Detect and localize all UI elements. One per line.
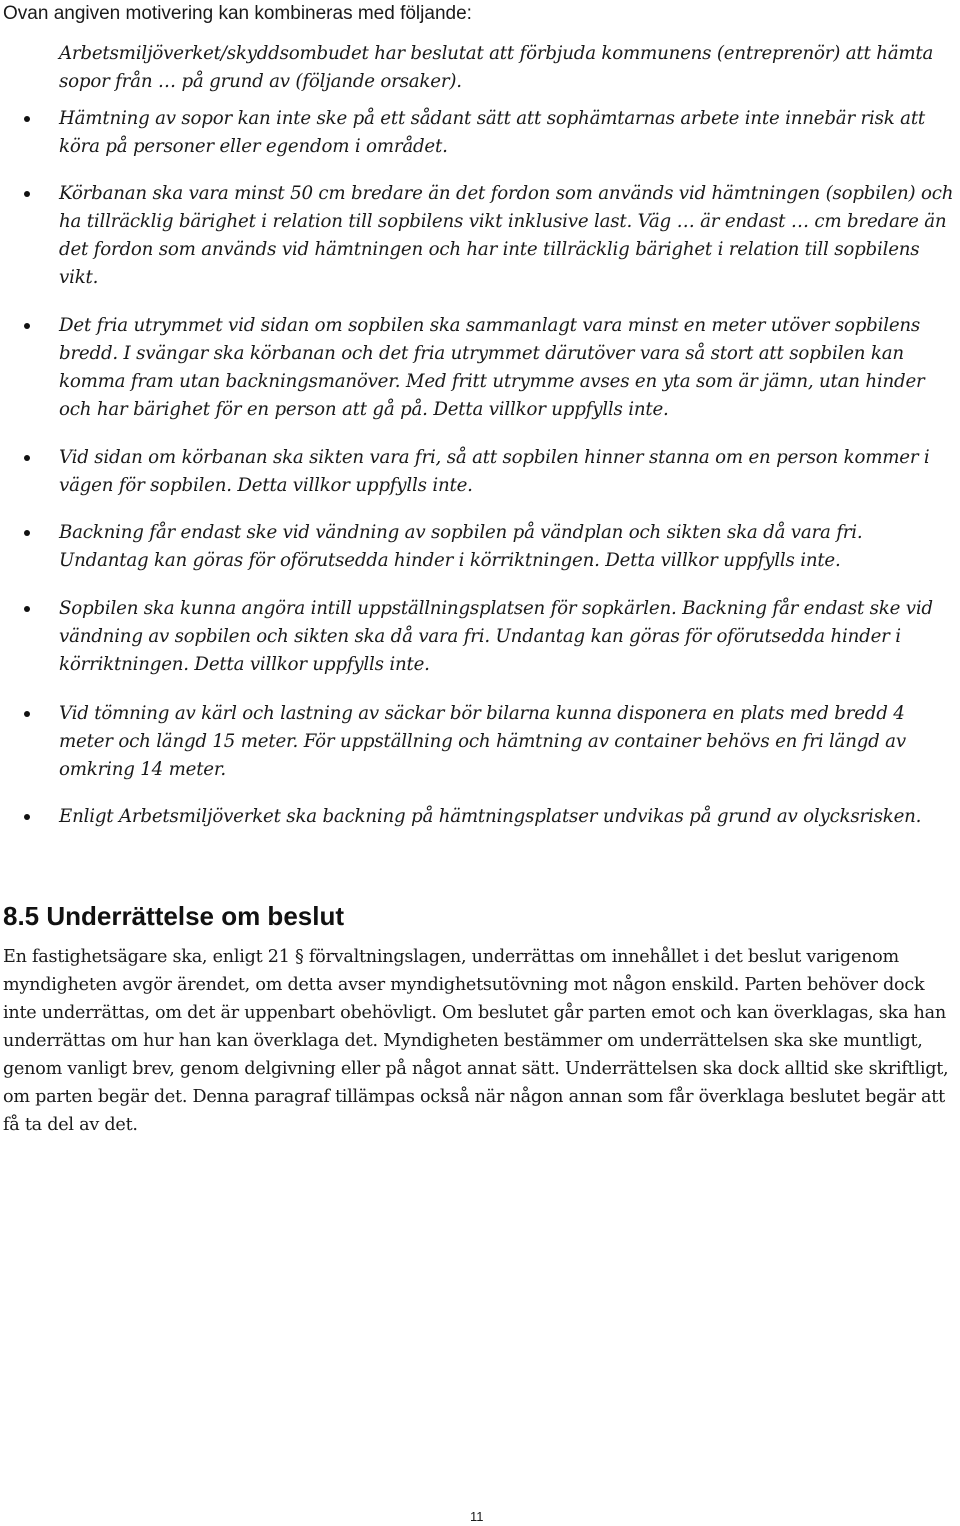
bullet-dot-icon xyxy=(24,191,30,197)
intro-text: Ovan angiven motivering kan kombineras med följande: xyxy=(3,3,472,24)
bullet-dot-icon xyxy=(24,606,30,612)
bullet-text: Vid tömning av kärl och lastning av säckar bör bilarna kunna disponera en plats med bredd 4 meter och längd 15 meter. För uppställning och hämtning av container behövs en fri längd av omkring 14 meter. xyxy=(59,703,906,780)
bullet-dot-icon xyxy=(24,814,30,820)
bullet-text: Hämtning av sopor kan inte ske på ett sådant sätt att sophämtarnas arbete inte innebär risk att köra på personer eller egendom i området. xyxy=(59,108,926,157)
bullet-dot-icon xyxy=(24,711,30,717)
bullet-item xyxy=(59,180,954,292)
bullet-item xyxy=(59,700,954,784)
bullet-text: Körbanan ska vara minst 50 cm bredare än det fordon som används vid hämtningen (sopbilen) och ha tillräcklig bärighet i relation till sopbilens vikt inklusive last. Väg … är endast … cm bredare än det fordon som används vid hämtningen och har inte tillräcklig bärighet i relation till sopbilens vikt. xyxy=(59,183,954,288)
bullet-text: Enligt Arbetsmiljöverket ska backning på hämtningsplatser undvikas på grund av olycksrisken. xyxy=(59,806,922,827)
bullet-item xyxy=(59,444,954,500)
bullet-dot-icon xyxy=(24,455,30,461)
section-body-text: En fastighetsägare ska, enligt 21 § förvaltningslagen, underrättas om innehållet i det beslut varigenom myndigheten avgör ärendet, om detta avser myndighetsutövning mot någon enskild. Parten behöver dock inte underrättas, om det är uppenbart obehövligt. Om beslutet går parten emot och kan överklagas, ska han underrättas om hur han kan överklaga det. Myndigheten bestämmer om underrättelsen ska ske muntligt, genom vanligt brev, genom delgivning eller på något annat sätt. Underrättelsen ska dock alltid ske skriftligt, om parten begär det. Denna paragraf tillämpas också när någon annan som får överklaga beslutet begär att få ta del av det. xyxy=(3,947,949,1135)
bullet-dot-icon xyxy=(24,530,30,536)
bullet-text: Backning får endast ske vid vändning av sopbilen på vändplan och sikten ska då vara fri. Undantag kan göras för oförutsedda hinder i körriktningen. Detta villkor uppfylls inte. xyxy=(59,522,863,571)
bullet-text: Vid sidan om körbanan ska sikten vara fri, så att sopbilen hinner stanna om en person kommer i vägen för sopbilen. Detta villkor uppfylls inte. xyxy=(59,447,930,496)
bullet-item xyxy=(59,105,954,161)
bullet-item xyxy=(59,312,954,424)
first-list-item: Arbetsmiljöverket/skyddsombudet har beslutat att förbjuda kommunens (entreprenör) att hämta sopor från … på grund av (följande orsaker). xyxy=(59,43,934,92)
bullet-item xyxy=(59,803,954,831)
bullet-item xyxy=(59,519,954,575)
bullet-dot-icon xyxy=(24,116,30,122)
bullet-item xyxy=(59,595,954,679)
page-number: 11 xyxy=(470,1509,484,1524)
bullet-dot-icon xyxy=(24,323,30,329)
section-heading: 8.5 Underrättelse om beslut xyxy=(3,901,344,931)
bullet-text: Sopbilen ska kunna angöra intill uppställningsplatsen för sopkärlen. Backning får endast ske vid vändning av sopbilen och sikten ska då vara fri. Undantag kan göras för oförutsedda hinder i körriktningen. Detta villkor uppfylls inte. xyxy=(59,598,933,675)
bullet-text: Det fria utrymmet vid sidan om sopbilen ska sammanlagt vara minst en meter utöver sopbilens bredd. I svängar ska körbanan och det fria utrymmet därutöver vara så stort att sopbilen kan komma fram utan backningsmanöver. Med fritt utrymme avses en yta som är jämn, utan hinder och har bärighet för en person att gå på. Detta villkor uppfylls inte. xyxy=(59,315,925,420)
